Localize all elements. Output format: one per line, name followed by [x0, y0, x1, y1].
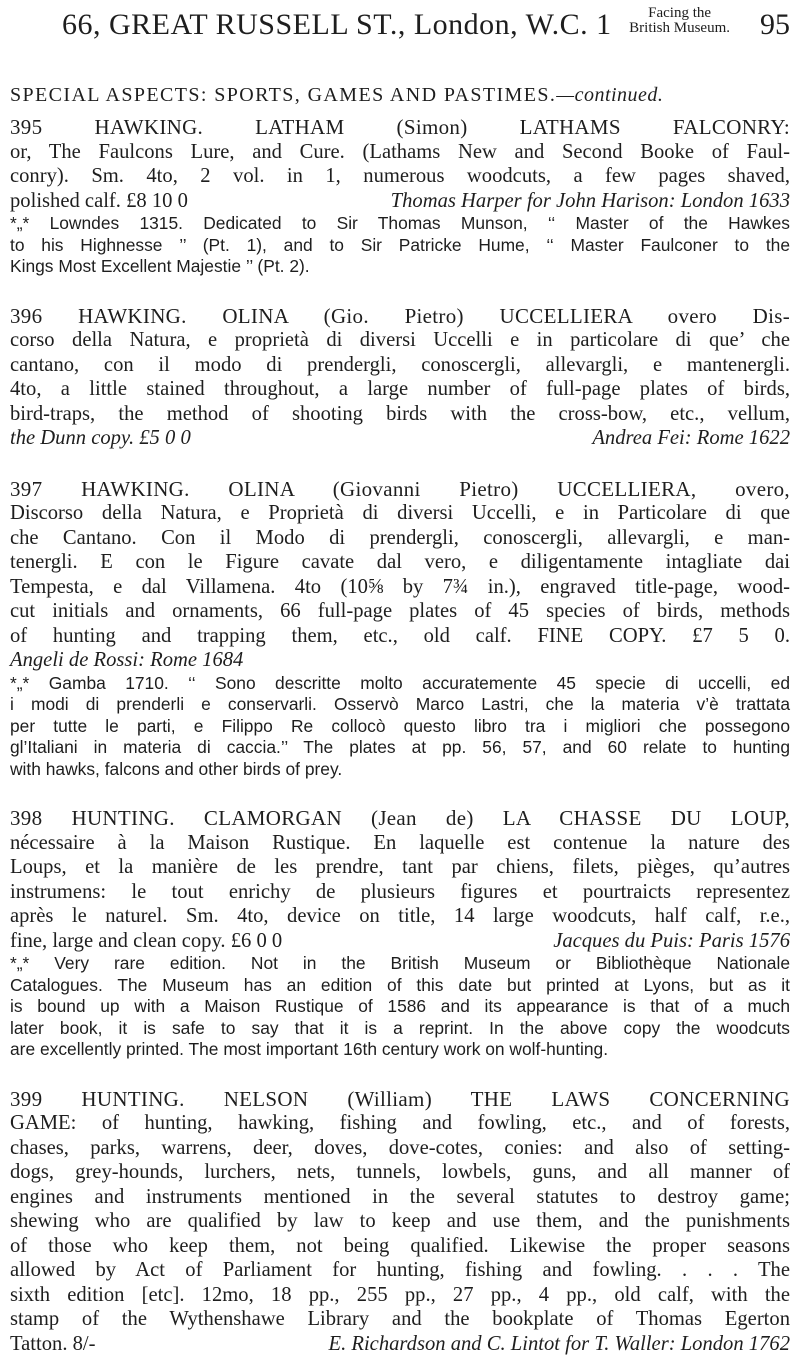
entry-line: 397 HAWKING. OLINA (Giovanni Pietro) UCCELLIERA, overo, — [10, 477, 790, 502]
entry-line: Discorso della Natura, e Proprietà di diversi Uccelli, e in Particolare di que — [10, 501, 790, 526]
entry-note-line: is bound up with a Maison Rustique of 1586 and its appearance is that of a much — [10, 996, 790, 1018]
entry-line: après le naturel. Sm. 4to, device on title, 14 large woodcuts, half calf, r.e., — [10, 904, 790, 929]
entry-line: conry). Sm. 4to, 2 vol. in 1, numerous woodcuts, a few pages shaved, — [10, 164, 790, 189]
entry-note-line: Catalogues. The Museum has an edition of this date but printed at Lyons, but as it — [10, 975, 790, 997]
bookseller-address: 66, GREAT RUSSELL ST., London, W.C. 1 — [62, 8, 612, 42]
entry-line: 396 HAWKING. OLINA (Gio. Pietro) UCCELLIERA overo Dis- — [10, 304, 790, 329]
entry-line: tenergli. E con le Figure cavate dal vero, e diligentamente intagliate dai — [10, 550, 790, 575]
entry-note-line: *„* Very rare edition. Not in the British Museum or Bibliothèque Nationale — [10, 953, 790, 975]
entry-note-line: are excellently printed. The most important 16th century work on wolf-hunting. — [10, 1039, 790, 1061]
entry-line: nécessaire à la Maison Rustique. En laquelle est contenue la nature des — [10, 831, 790, 856]
section-title-text: SPECIAL ASPECTS: SPORTS, GAMES AND PASTIMES. — [10, 84, 556, 106]
entry-note-line: *„* Gamba 1710. ‘‘ Sono descritte molto accuratemente 45 specie di uccelli, ed — [10, 673, 790, 695]
entry-line: cut initials and ornaments, 66 full-page plates of 45 species of birds, methods — [10, 599, 790, 624]
entry-price-publisher — [10, 426, 790, 451]
entry-line: chases, parks, warrens, deer, doves, dove-cotes, conies: and also of setting- — [10, 1136, 790, 1161]
entry-line: 399 HUNTING. NELSON (William) THE LAWS CONCERNING — [10, 1087, 790, 1112]
entry-line: 4to, a little stained throughout, a large number of full-page plates of birds, — [10, 377, 790, 402]
spacer — [10, 1061, 790, 1081]
entry-line: stamp of the Wythenshawe Library and the bookplate of Thomas Egerton — [10, 1307, 790, 1332]
catalogue-page — [10, 0, 790, 1356]
entry-note-line: *„* Lowndes 1315. Dedicated to Sir Thomas Munson, ‘‘ Master of the Hawkes — [10, 213, 790, 235]
spacer — [10, 451, 790, 471]
entry-line: Tempesta, e dal Villamena. 4to (10⅝ by 7¾ in.), engraved title-page, wood- — [10, 575, 790, 600]
entry-line: cantano, con il modo di prendergli, conoscergli, allevargli, e mantenergli. — [10, 353, 790, 378]
entry-line: shewing who are qualified by law to keep and use them, and the punishments — [10, 1209, 790, 1234]
entry-price-publisher — [10, 929, 790, 954]
entry-price: the Dunn copy. £5 0 0 — [10, 426, 191, 451]
entry-line: of hunting and trapping them, etc., old calf. FINE COPY. £7 5 0. — [10, 624, 790, 649]
entry-note-line: Kings Most Excellent Majestie ’’ (Pt. 2). — [10, 256, 790, 278]
entry-line: 395 HAWKING. LATHAM (Simon) LATHAMS FALCONRY: — [10, 115, 790, 140]
entry-note-line: with hawks, falcons and other birds of prey. — [10, 759, 790, 781]
entry-price: Tatton. 8/- — [10, 1332, 96, 1356]
entry-publisher-row — [10, 648, 790, 673]
entry-note-line: per tutte le parti, e Filippo Re collocò questo libro tra i migliori che possegono — [10, 716, 790, 738]
entry-publisher: Andrea Fei: Rome 1622 — [592, 426, 790, 451]
catalogue-entry-397 — [10, 477, 790, 781]
entry-line: bird-traps, the method of shooting birds with the cross-bow, etc., vellum, — [10, 402, 790, 427]
entry-line: 398 HUNTING. CLAMORGAN (Jean de) LA CHASSE DU LOUP, — [10, 806, 790, 831]
entry-price-publisher — [10, 1332, 790, 1356]
entry-line: engines and instruments mentioned in the several statutes to destroy game; — [10, 1185, 790, 1210]
entry-line: Loups, et la manière de les prendre, tant par chiens, filets, pièges, qu’autres — [10, 855, 790, 880]
entry-line: corso della Natura, e proprietà di diversi Uccelli e in particolare di que’ che — [10, 328, 790, 353]
entry-line: sixth edition [etc]. 12mo, 18 pp., 255 pp., 27 pp., 4 pp., old calf, with the — [10, 1283, 790, 1308]
entry-publisher: Thomas Harper for John Harison: London 1633 — [391, 189, 790, 214]
catalogue-entry-395 — [10, 115, 790, 278]
catalogue-entry-398 — [10, 806, 790, 1061]
catalogue-entry-399 — [10, 1087, 790, 1356]
entry-publisher: E. Richardson and C. Lintot for T. Waller: London 1762 — [329, 1332, 791, 1356]
section-title — [10, 84, 790, 107]
entry-note-line: gl’Italiani in materia di caccia.’’ The plates at pp. 56, 57, and 60 relate to hunting — [10, 737, 790, 759]
entry-note-line: to his Highnesse ’’ (Pt. 1), and to Sir Patricke Hume, ‘‘ Master Faulconer to the — [10, 235, 790, 257]
page-number: 95 — [760, 8, 790, 42]
entry-line: of those who keep them, not being qualified. Likewise the proper seasons — [10, 1234, 790, 1259]
entry-price-publisher — [10, 189, 790, 214]
entry-price: polished calf. £8 10 0 — [10, 189, 188, 214]
entry-line: che Cantano. Con il Modo di prendergli, conoscergli, allevargli, e man- — [10, 526, 790, 551]
entry-publisher: Angeli de Rossi: Rome 1684 — [10, 649, 243, 671]
page-header — [10, 0, 790, 50]
entry-note-line: later book, it is safe to say that it is a reprint. In the above copy the woodcuts — [10, 1018, 790, 1040]
entry-note-line: i modi di prenderli e conservarli. Osservò Marco Lastri, che la materia v’è trattata — [10, 694, 790, 716]
facing-line-2: British Museum. — [629, 21, 730, 36]
entry-line: or, The Faulcons Lure, and Cure. (Lathams New and Second Booke of Faul- — [10, 140, 790, 165]
facing-note — [629, 6, 730, 36]
catalogue-entry-396 — [10, 304, 790, 451]
entry-line: GAME: of hunting, hawking, fishing and fowling, etc., and of forests, — [10, 1111, 790, 1136]
entry-price: fine, large and clean copy. £6 0 0 — [10, 929, 282, 954]
entry-line: instrumens: le tout enrichy de plusieurs figures et pourtraicts representez — [10, 880, 790, 905]
entry-line: allowed by Act of Parliament for hunting, fishing and fowling. . . . The — [10, 1258, 790, 1283]
spacer — [10, 780, 790, 800]
facing-line-1: Facing the — [629, 6, 730, 21]
section-continued: —continued. — [556, 84, 663, 106]
entry-publisher: Jacques du Puis: Paris 1576 — [553, 929, 790, 954]
spacer — [10, 278, 790, 298]
entry-line: dogs, grey-hounds, lurchers, nets, tunnels, lowbels, guns, and all manner of — [10, 1160, 790, 1185]
